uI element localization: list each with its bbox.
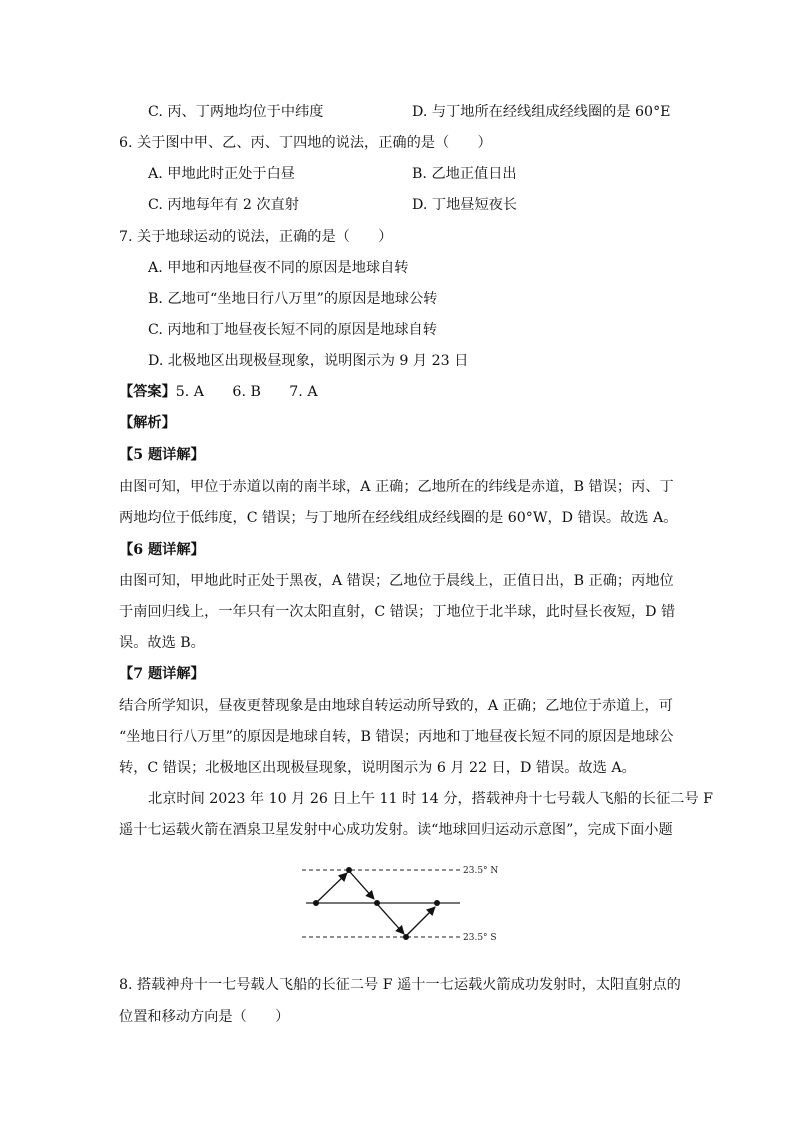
- q7-option-d: D. 北极地区出现极昼现象，说明图示为 9 月 23 日: [148, 353, 469, 369]
- q7-stem: 7. 关于地球运动的说法，正确的是（ ）: [119, 229, 393, 245]
- point-september-equinox: [374, 900, 380, 906]
- q6-option-b: B. 乙地正值日出: [412, 166, 517, 182]
- point-next-march-equinox: [434, 900, 440, 906]
- answer-line: [119, 382, 318, 402]
- q8-line: 8. 搭载神舟十一七号载人飞船的长征二号 F 遥十一七运载火箭成功发射时，太阳直射点的: [119, 977, 681, 993]
- material-line: 遥十七运载火箭在酒泉卫星发射中心成功发射。读“地球回归运动示意图”，完成下面小题: [119, 822, 673, 838]
- material-line: 北京时间 2023 年 10 月 26 日上午 11 时 14 分，搭载神舟十七号载人飞船的长征二号 F: [148, 791, 714, 807]
- point-june-solstice: [346, 867, 352, 873]
- south-tropic-label: 23.5° S: [463, 933, 497, 943]
- north-tropic-label: 23.5° N: [463, 866, 499, 876]
- q5-option-c: C. 丙、丁两地均位于中纬度: [148, 104, 324, 120]
- detail5-line: 由图可知，甲位于赤道以南的南半球，A 正确；乙地所在的纬线是赤道，B 错误；丙、丁: [119, 479, 674, 495]
- arrow-equinox-to-north: [317, 873, 347, 902]
- analysis-label: 【解析】: [119, 415, 176, 431]
- q5-option-d: D. 与丁地所在经线组成经线圈的是 60°E: [412, 104, 671, 120]
- q7-option-a: A. 甲地和丙地昼夜不同的原因是地球自转: [148, 260, 409, 276]
- detail7-label: 【7 题详解】: [119, 666, 205, 682]
- detail7-line: 结合所学知识，昼夜更替现象是由地球自转运动所导致的，A 正确；乙地位于赤道上，可: [119, 698, 673, 714]
- answer-label: 【答案】: [119, 384, 176, 400]
- detail6-line: 于南回归线上，一年只有一次太阳直射，C 错误；丁地位于北半球，此时昼长夜短，D 错: [119, 604, 676, 620]
- detail7-line: “坐地日行八万里”的原因是地球自转，B 错误；丙地和丁地昼夜长短不同的原因是地球公: [119, 729, 674, 745]
- q7-option-c: C. 丙地和丁地昼夜长短不同的原因是地球自转: [148, 322, 437, 338]
- point-december-solstice: [403, 934, 409, 940]
- q7-option-b: B. 乙地可“坐地日行八万里”的原因是地球公转: [148, 291, 438, 307]
- q6-option-d: D. 丁地昼短夜长: [412, 197, 518, 213]
- detail6-label: 【6 题详解】: [119, 542, 205, 558]
- detail6-line: 由图可知，甲地此时正处于黑夜，A 错误；乙地位于晨线上，正值日出，B 正确；丙地位: [119, 573, 674, 589]
- q8-line: 位置和移动方向是（ ）: [119, 1009, 290, 1025]
- arrow-south-to-equinox: [407, 907, 435, 935]
- detail7-line: 转，C 错误；北极地区出现极昼现象，说明图示为 6 月 22 日，D 错误。故选 A。: [119, 760, 636, 776]
- sun-migration-diagram: [300, 858, 515, 948]
- detail5-label: 【5 题详解】: [119, 447, 205, 463]
- q6-option-c: C. 丙地每年有 2 次直射: [148, 197, 299, 213]
- q6-option-a: A. 甲地此时正处于白昼: [148, 166, 295, 182]
- detail5-line: 两地均位于低纬度，C 错误；与丁地所在经线组成经线圈的是 60°W，D 错误。故选 A。: [119, 510, 678, 526]
- point-march-equinox: [313, 900, 319, 906]
- arrow-equinox-to-south: [378, 905, 404, 934]
- arrow-north-to-equinox: [350, 872, 374, 899]
- q6-stem: 6. 关于图中甲、乙、丙、丁四地的说法，正确的是（ ）: [119, 135, 492, 151]
- detail6-line: 误。故选 B。: [119, 635, 205, 651]
- answer-values: 5. A 6. B 7. A: [175, 384, 318, 400]
